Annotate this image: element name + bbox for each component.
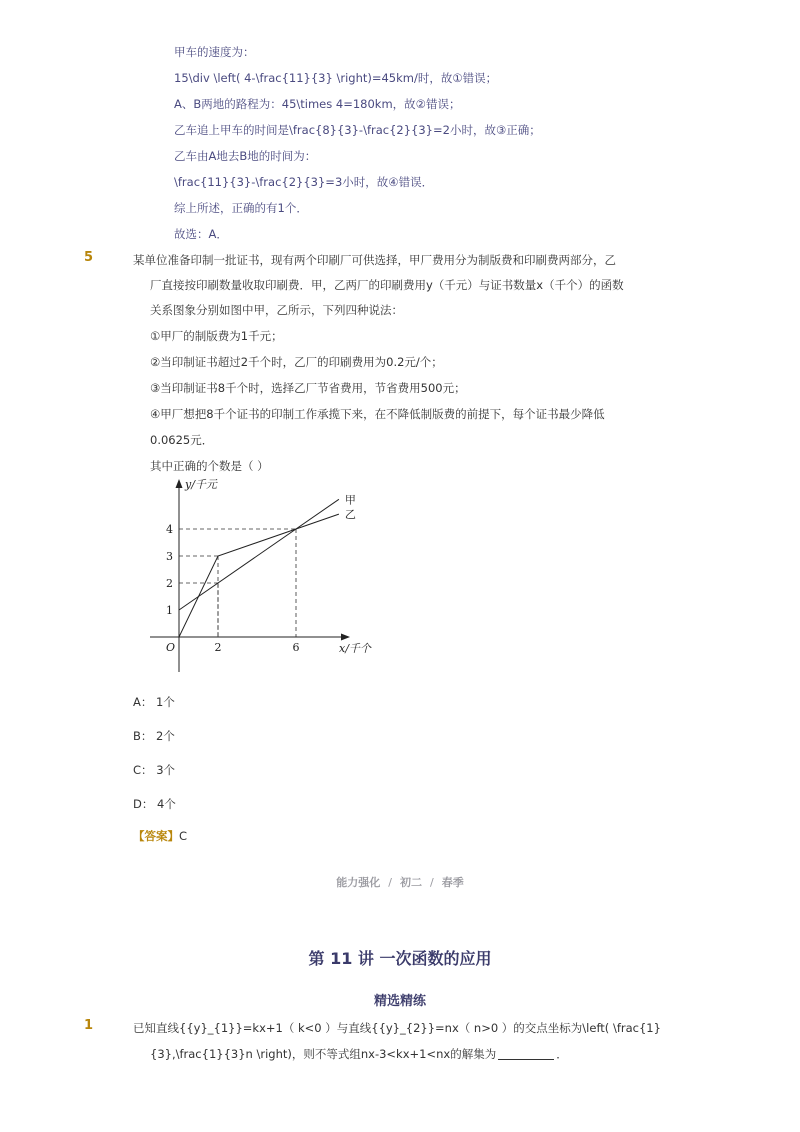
series-label: 乙 bbox=[344, 508, 356, 522]
series-line bbox=[179, 514, 339, 637]
page-footer bbox=[0, 874, 800, 890]
footer-term: 春季 bbox=[441, 876, 464, 889]
answer-line bbox=[133, 828, 187, 844]
function-graph bbox=[140, 472, 380, 682]
solution-line: 综上所述，正确的有1个． bbox=[174, 201, 308, 215]
answer-blank[interactable] bbox=[498, 1047, 554, 1060]
question-number: 1 bbox=[84, 1018, 94, 1033]
y-tick-label: 3 bbox=[166, 550, 173, 563]
solution-line: 15\div \left( 4-\frac{11}{3} \right)=45km/时，故①错误； bbox=[174, 71, 498, 85]
footer-grade: 初二 bbox=[400, 876, 422, 889]
question-line: ④甲厂想把8千个证书的印制工作承揽下来，在不降低制版费的前提下，每个证书最少降低 bbox=[150, 407, 605, 421]
option-label: B： bbox=[133, 729, 153, 743]
y-tick-label: 1 bbox=[166, 604, 173, 617]
option-label: A： bbox=[133, 695, 153, 709]
option-text: 4个 bbox=[157, 797, 176, 811]
option-d[interactable] bbox=[133, 796, 176, 812]
option-c[interactable] bbox=[133, 762, 175, 778]
x-tick-label: 2 bbox=[214, 641, 222, 654]
solution-line: 故选：A． bbox=[174, 227, 228, 241]
option-text: 3个 bbox=[156, 763, 176, 777]
y-tick-label: 4 bbox=[166, 523, 173, 536]
option-text: 1个 bbox=[156, 695, 175, 709]
option-b[interactable] bbox=[133, 728, 175, 744]
question-line: 关系图象分别如图中甲，乙所示，下列四种说法： bbox=[150, 303, 403, 317]
y-axis-label: y/千元 bbox=[185, 478, 217, 491]
question-number: 5 bbox=[84, 250, 94, 265]
option-text: 2个 bbox=[156, 729, 175, 743]
footer-separator: / bbox=[388, 876, 392, 889]
origin-label: O bbox=[166, 641, 176, 654]
question-text: {3},\frac{1}{3}n \right)，则不等式组nx-3<kx+1<nx的解集为 bbox=[150, 1047, 497, 1061]
y-tick-label: 2 bbox=[166, 577, 173, 590]
question-line: ①甲厂的制版费为1千元； bbox=[150, 329, 283, 343]
option-label: C： bbox=[133, 763, 153, 777]
option-label: D： bbox=[133, 797, 154, 811]
question-line: ②当印制证书超过2千个时，乙厂的印刷费用为0.2元/个； bbox=[150, 355, 443, 369]
question-text: ． bbox=[556, 1047, 568, 1061]
x-axis-arrow bbox=[341, 634, 350, 641]
question-line: ③当印制证书8千个时，选择乙厂节省费用，节省费用500元； bbox=[150, 381, 466, 395]
question-line: 某单位准备印制一批证书，现有两个印刷厂可供选择，甲厂费用分为制版费和印刷费两部分，乙 bbox=[133, 253, 616, 267]
series-label: 甲 bbox=[344, 493, 356, 507]
section-title: 精选精练 bbox=[373, 994, 426, 1009]
solution-line: A、B两地的路程为：45\times 4=180km，故②错误； bbox=[174, 97, 461, 111]
answer-tag: 【答案】 bbox=[133, 829, 179, 843]
answer-value: C bbox=[179, 829, 188, 843]
solution-line: 乙车追上甲车的时间是\frac{8}{3}-\frac{2}{3}=2小时，故③正确； bbox=[174, 123, 541, 137]
solution-line: 甲车的速度为： bbox=[174, 45, 255, 59]
footer-separator: / bbox=[430, 876, 434, 889]
option-a[interactable] bbox=[133, 694, 175, 710]
series-line bbox=[179, 499, 339, 610]
question-line: 已知直线{{y}_{1}}=kx+1（ k<0 ）与直线{{y}_{2}}=nx（ n>0 ）的交点坐标为\left( \frac{1} bbox=[133, 1021, 661, 1035]
question-line: 0.0625元． bbox=[150, 433, 214, 447]
solution-line: 乙车由A地去B地的时间为： bbox=[174, 149, 317, 163]
x-tick-label: 6 bbox=[292, 641, 300, 654]
x-axis-label: x/千个 bbox=[339, 642, 371, 655]
solution-line: \frac{11}{3}-\frac{2}{3}=3小时，故④错误． bbox=[174, 175, 434, 189]
footer-course: 能力强化 bbox=[336, 876, 381, 889]
lesson-title: 第 11 讲 一次函数的应用 bbox=[308, 949, 492, 968]
question-line: 其中正确的个数是（ ） bbox=[150, 459, 269, 473]
y-axis-arrow bbox=[176, 479, 183, 488]
question-line bbox=[150, 1046, 568, 1062]
question-line: 厂直接按印刷数量收取印刷费．甲，乙两厂的印刷费用y（千元）与证书数量x（千个）的函数 bbox=[150, 278, 624, 292]
